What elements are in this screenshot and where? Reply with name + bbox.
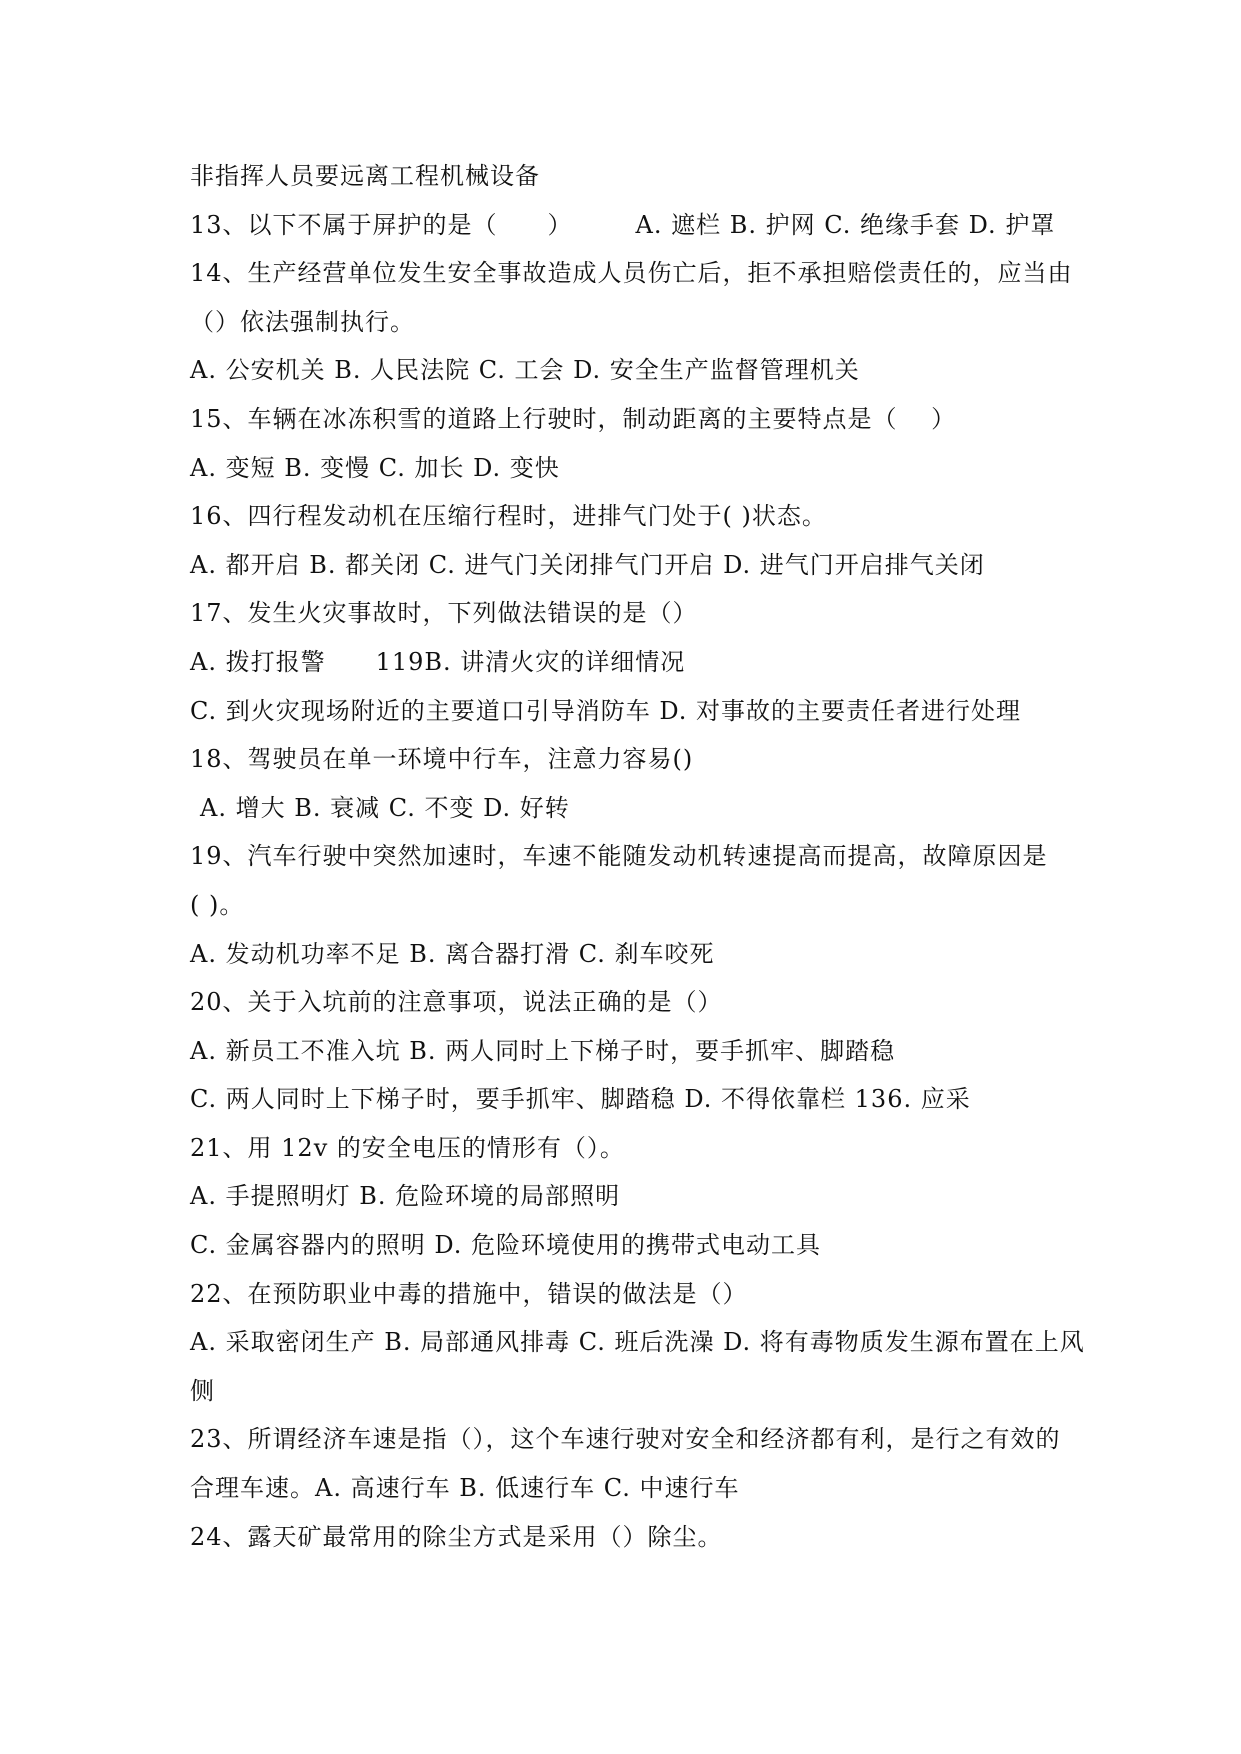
question-15-options: A. 变短 B. 变慢 C. 加长 D. 变快: [190, 453, 560, 482]
question-19-options: A. 发动机功率不足 B. 离合器打滑 C. 刹车咬死: [190, 939, 715, 968]
question-14-continued: （）依法强制执行。: [190, 307, 415, 336]
question-19-continued: ( )。: [190, 890, 245, 919]
question-17-options-2: C. 到火灾现场附近的主要道口引导消防车 D. 对事故的主要责任者进行处理: [190, 696, 1022, 725]
question-18-options: A. 增大 B. 衰减 C. 不变 D. 好转: [200, 793, 570, 822]
question-20-options-2: C. 两人同时上下梯子时，要手抓牢、脚踏稳 D. 不得依靠栏 136. 应采: [190, 1085, 971, 1114]
question-23-continued: 合理车速。A. 高速行车 B. 低速行车 C. 中速行车: [190, 1474, 740, 1503]
question-14: 14、生产经营单位发生安全事故造成人员伤亡后，拒不承担赔偿责任的，应当由: [190, 259, 1073, 288]
question-13: 13、以下不属于屏护的是（ ） A. 遮栏 B. 护网 C. 绝缘手套 D. 护罩: [190, 210, 1056, 239]
question-21-options-1: A. 手提照明灯 B. 危险环境的局部照明: [190, 1182, 621, 1211]
document-body: [190, 152, 1085, 1561]
question-14-options: A. 公安机关 B. 人民法院 C. 工会 D. 安全生产监督管理机关: [190, 356, 860, 385]
question-20: 20、关于入坑前的注意事项，说法正确的是（）: [190, 988, 723, 1017]
question-17-options-1: A. 拨打报警 119B. 讲清火灾的详细情况: [190, 647, 686, 676]
question-15: 15、车辆在冰冻积雪的道路上行驶时，制动距离的主要特点是（ ）: [190, 404, 957, 433]
question-17: 17、发生火灾事故时，下列做法错误的是（）: [190, 599, 698, 628]
question-22: 22、在预防职业中毒的措施中，错误的做法是（）: [190, 1279, 748, 1308]
question-20-options-1: A. 新员工不准入坑 B. 两人同时上下梯子时，要手抓牢、脚踏稳: [190, 1036, 896, 1065]
question-23: 23、所谓经济车速是指（），这个车速行驶对安全和经济都有利，是行之有效的: [190, 1425, 1061, 1454]
question-16-options: A. 都开启 B. 都关闭 C. 进气门关闭排气门开启 D. 进气门开启排气关闭: [190, 550, 985, 579]
question-22-options-continued: 侧: [190, 1376, 215, 1405]
question-24: 24、露天矿最常用的除尘方式是采用（）除尘。: [190, 1522, 723, 1551]
question-16: 16、四行程发动机在压缩行程时，进排气门处于( )状态。: [190, 502, 827, 531]
question-18: 18、驾驶员在单一环境中行车，注意力容易(): [190, 745, 694, 774]
question-19: 19、汽车行驶中突然加速时，车速不能随发动机转速提高而提高，故障原因是: [190, 842, 1048, 871]
question-22-options: A. 采取密闭生产 B. 局部通风排毒 C. 班后洗澡 D. 将有毒物质发生源布置在上风: [190, 1328, 1085, 1357]
question-21: 21、用 12v 的安全电压的情形有（）。: [190, 1133, 625, 1162]
text-line: 非指挥人员要远离工程机械设备: [190, 162, 540, 190]
question-21-options-2: C. 金属容器内的照明 D. 危险环境使用的携带式电动工具: [190, 1231, 822, 1260]
